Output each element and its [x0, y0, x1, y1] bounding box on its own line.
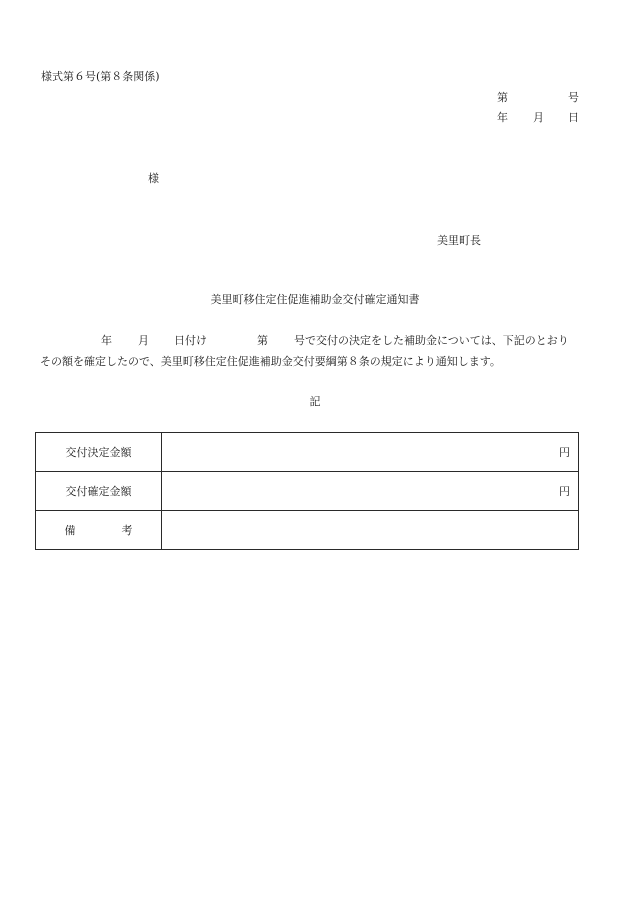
document-title: 美里町移住定住促進補助金交付確定通知書 — [210, 293, 420, 306]
date-month: 月 — [533, 111, 544, 124]
doc-number-prefix: 第 — [497, 91, 508, 104]
form-number-label: 様式第６号(第８条関係) — [41, 70, 160, 83]
confirmed-amount-label: 交付確定金額 — [36, 472, 162, 511]
table-row — [36, 433, 579, 472]
body-line1-text: 号で交付の決定をした補助金については、下記のとおり — [294, 334, 569, 347]
decided-amount-value — [162, 433, 579, 472]
body-number-prefix: 第 — [257, 334, 268, 347]
confirmed-amount-value — [162, 472, 579, 511]
table-row — [36, 511, 579, 550]
recipient-honorific: 様 — [148, 172, 159, 185]
body-month: 月 — [138, 334, 149, 347]
body-day: 日付け — [174, 334, 207, 347]
body-paragraph-line-2: その額を確定したので、美里町移住定住促進補助金交付要綱第８条の規定により通知します。 — [40, 355, 501, 368]
date-day: 日 — [568, 111, 579, 124]
issuer-name: 美里町長 — [437, 234, 481, 247]
date-year: 年 — [497, 111, 508, 124]
remarks-value — [162, 511, 579, 550]
remarks-char-2: 考 — [121, 524, 133, 537]
table-row — [36, 472, 579, 511]
body-year: 年 — [101, 334, 112, 347]
amount-table — [35, 432, 579, 550]
ki-heading: 記 — [309, 395, 321, 408]
decided-amount-unit: 円 — [559, 446, 570, 459]
remarks-label — [36, 511, 162, 550]
decided-amount-label: 交付決定金額 — [36, 433, 162, 472]
confirmed-amount-unit: 円 — [559, 485, 570, 498]
doc-number-suffix: 号 — [568, 91, 579, 104]
remarks-char-1: 備 — [64, 524, 76, 537]
